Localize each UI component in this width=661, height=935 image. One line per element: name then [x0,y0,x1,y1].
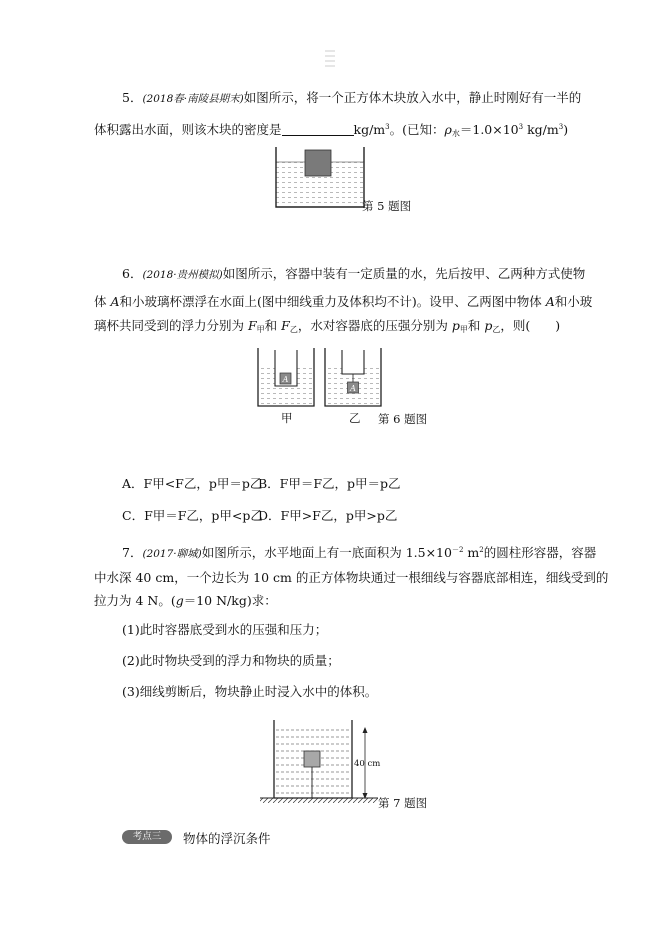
q6-fig-label-yi: 乙 [349,411,361,425]
q6-option-b[interactable]: B．F甲＝F乙，p甲＝p乙 [258,476,401,491]
q6-line3: 璃杯共同受到的浮力分别为 $F_甲$和 $F_乙$，水对容器底的压强分别为 $p_甲$和 $p_乙$，则( ) [94,318,561,334]
q6-fig-label-jia: 甲 [281,411,293,425]
q6-option-a[interactable]: A．F甲<F乙，p甲＝p乙 [122,476,263,491]
answer-blank[interactable] [282,123,354,136]
label-a: A [282,375,289,384]
section-title: 物体的浮沉条件 [183,831,271,846]
glass-cup [342,350,364,374]
depth-label: 40 cm [354,759,381,769]
q5-figure [270,145,370,211]
q5-caption: 第 5 题图 [362,199,412,213]
q6-line2: 体 A和小玻璃杯漂浮在水面上(图中细线重力及体积均不计)。设甲、乙两图中物体 A和小玻 [94,294,593,309]
q6-option-c[interactable]: C．F甲＝F乙，p甲<p乙 [122,508,263,523]
q7-line1: 7．(2017·聊城)如图所示，水平地面上有一底面积为 $1.5\times 10^{-2}$ $m^2$的圆柱形容器，容器 [122,545,597,560]
ground [260,798,378,803]
q5-line2: 体积露出水面，则该木块的密度是 $kg/m^3$。(已知：$\rho_水=1.0\times 10^3$ $kg/m^3$) [94,122,569,138]
watermark-mark [322,48,338,70]
q7-line3: 拉力为 4 N。(g＝10 N/kg)求： [94,593,277,608]
q7-caption: 第 7 题图 [378,796,428,810]
q6-option-d[interactable]: D．F甲>F乙，p甲>p乙 [258,508,398,523]
q5-line1: 5．(2018春·南陵县期末)如图所示，将一个正方体木块放入水中，静止时刚好有一半的 [122,90,582,105]
q7-sub3: (3)细线剪断后，物块静止时浸入水中的体积。 [122,684,378,699]
q7-sub1: (1)此时容器底受到水的压强和压力； [122,622,328,637]
q6-line1: 6．(2018·贵州模拟)如图所示，容器中装有一定质量的水，先后按甲、乙两种方式使物 [122,266,586,281]
cube-block [304,751,320,767]
q7-line2: 中水深 40 cm，一个边长为 10 cm 的正方体物块通过一根细线与容器底部相连，细线受到的 [94,570,609,585]
section-badge: 考点三 [122,830,172,844]
q6-figure-jia [255,346,317,410]
wood-block [305,150,331,176]
q7-figure [258,718,388,806]
q6-caption: 第 6 题图 [378,412,428,426]
q6-figure-yi [322,346,384,410]
label-a: A [350,384,356,393]
q7-sub2: (2)此时物块受到的浮力和物块的质量； [122,653,340,668]
